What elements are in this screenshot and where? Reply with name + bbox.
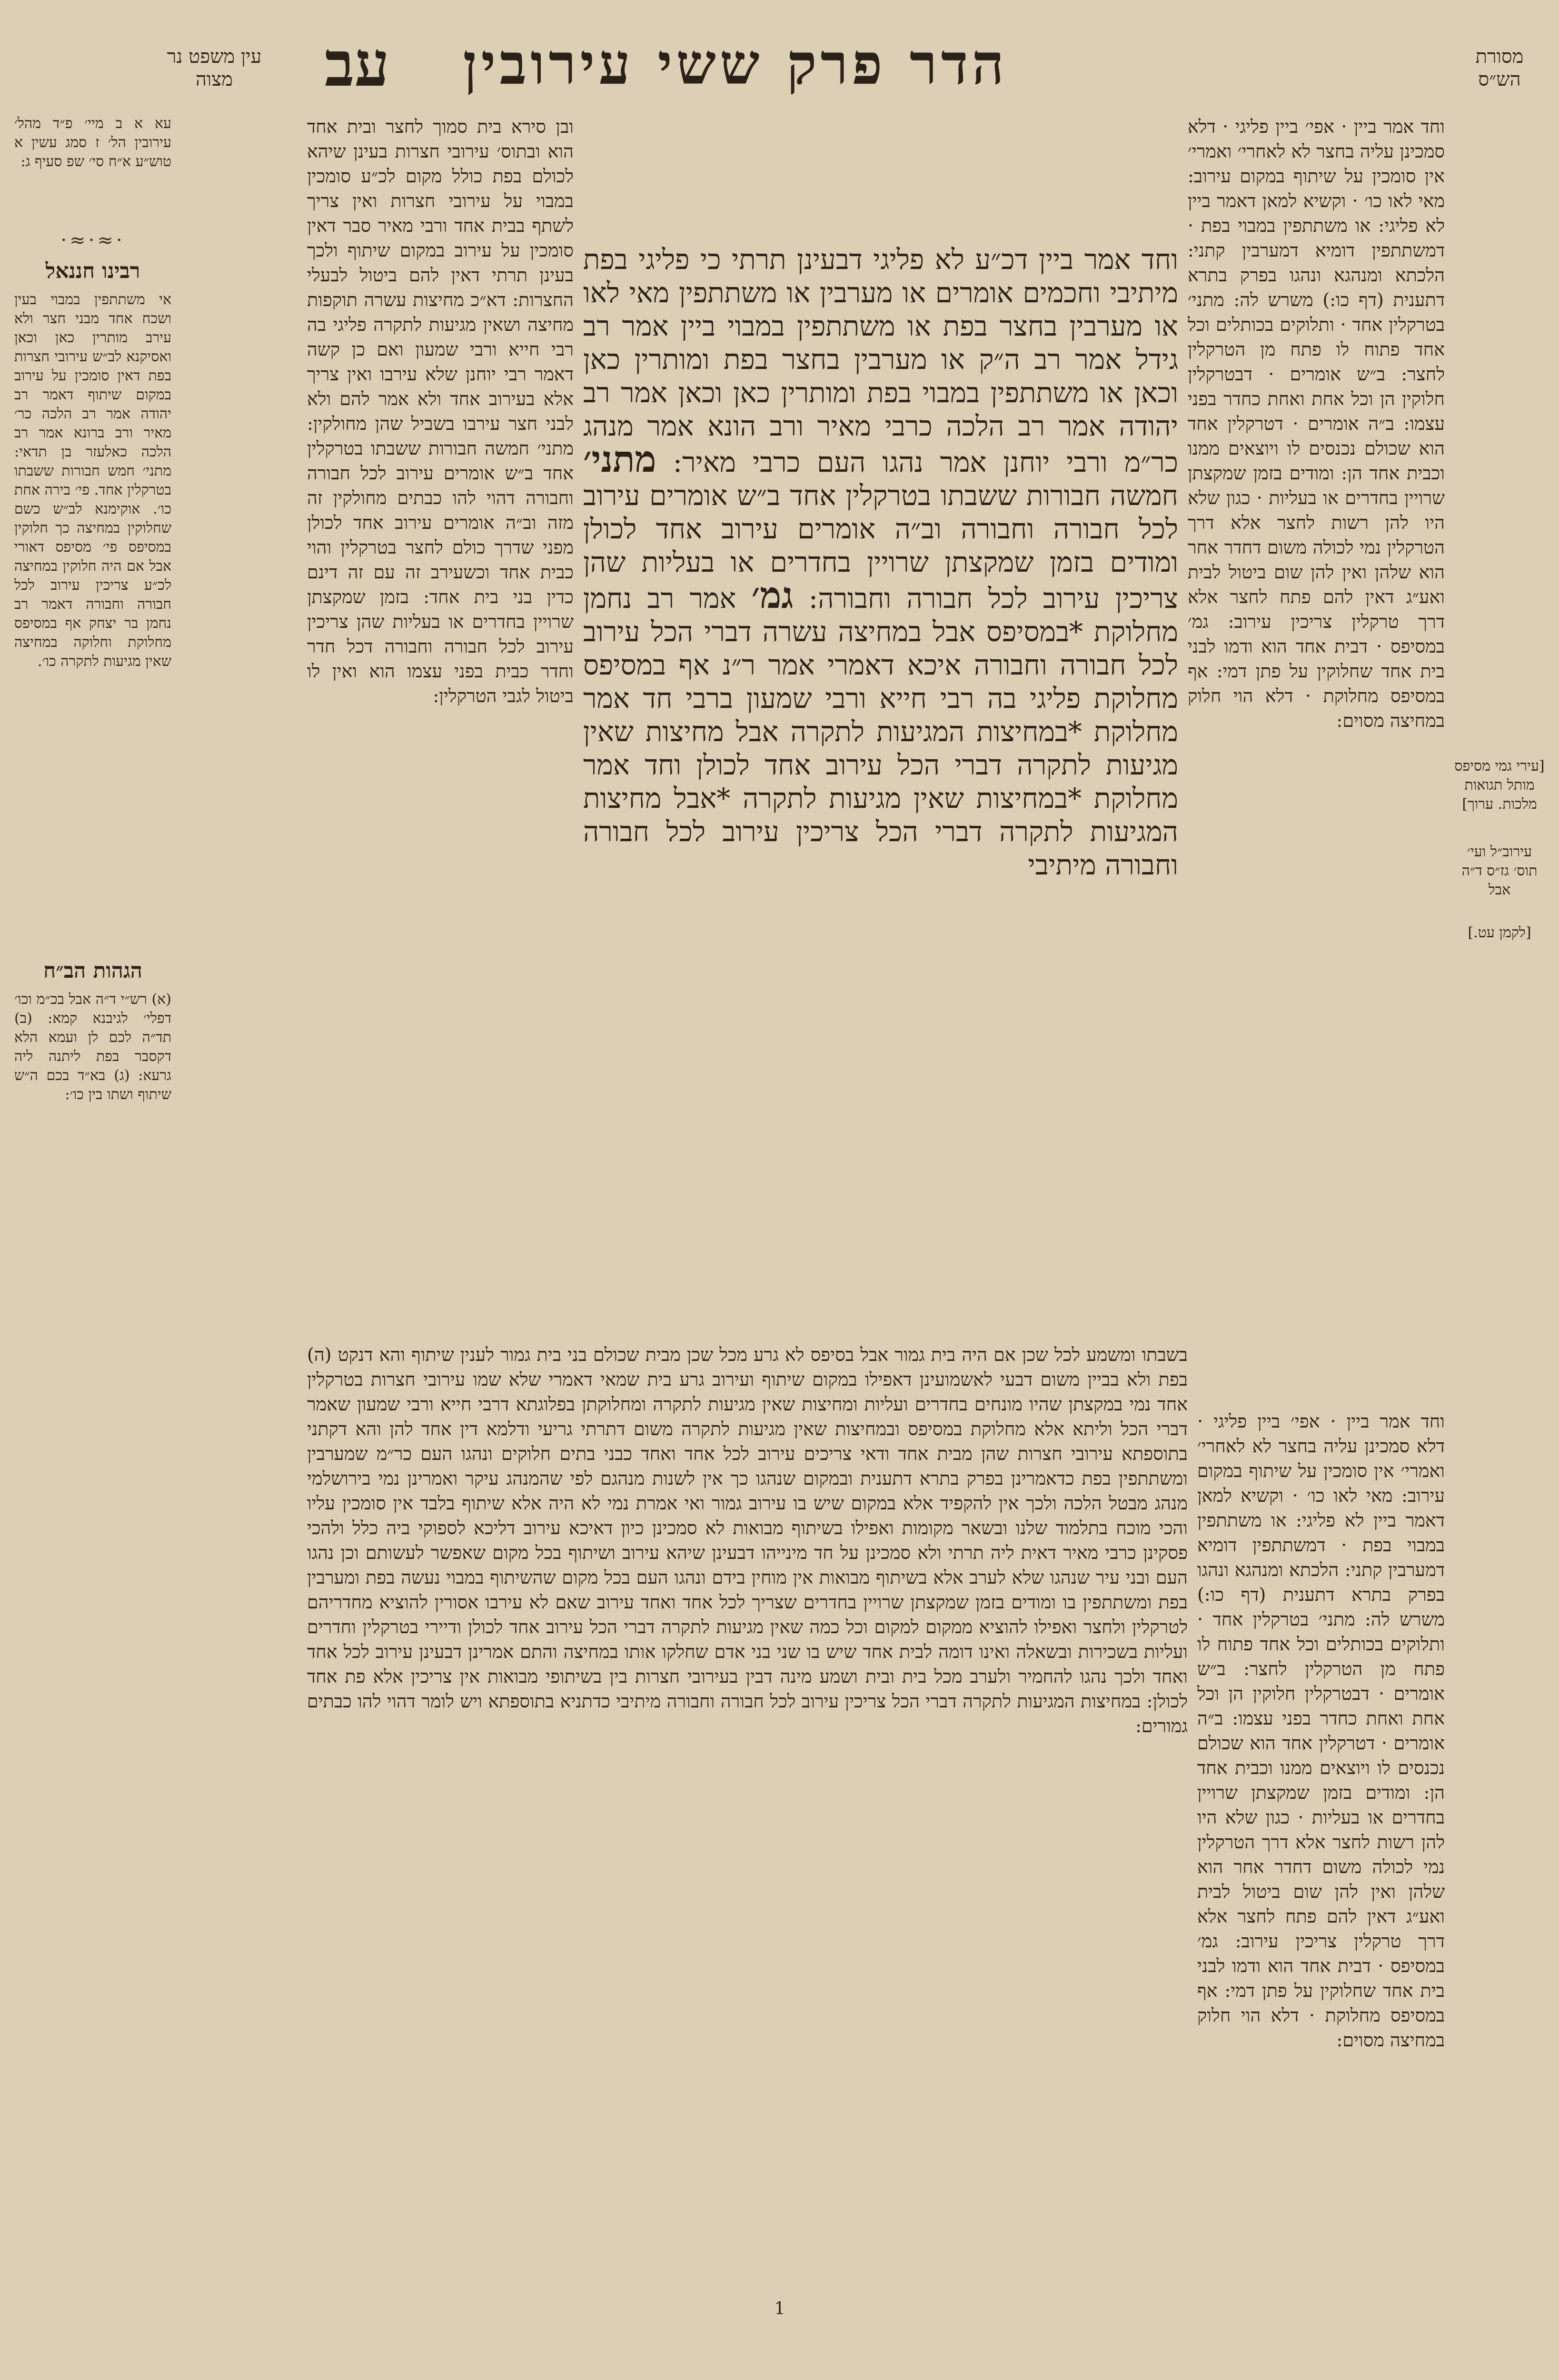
tosafot-column (307, 114, 574, 1352)
page-number: 1 (774, 2299, 785, 2319)
masoret-note-3: [לקמן עט.] (1468, 924, 1531, 941)
hagahot-habach-text: (א) רש״י ד״ה אבל בכ״מ וכו׳ דפלי׳ לגיבנא קמא: (ב) תד״ה לכם לן ועמא הלא דקסבר בפת ליתנה ליה גרעא: (ג) בא״ד בכם ה״ש שיתוף ושתו בין כו׳: (14, 991, 171, 1103)
rashi-column (1188, 114, 1445, 1399)
rashi-text: וחד אמר ביין · אפי׳ ביין פליגי · דלא סמכינן עליה בחצר לא לאחרי׳ ואמרי׳ אין סומכין על שיתוף במקום עירוב: מאי לאו כו׳ · וקשיא למאן דאמר ביין לא פליגי: או משתתפין במבוי בפת · דמשתתפין דומיא דמערבין קתני: הלכתא ומנהגא ונהגו בפרק בתרא דתענית (דף כו:) משרש לה: מתני׳ בטרקלין אחד · ותלוקים בכותלים וכל אחד פתוח לו פתח מן הטרקלין לחצר: ב״ש אומרים · דבטרקלין חלוקין הן וכל אחת ואחת כחדר בפני עצמו: ב״ה אומרים · דטרקלין אחד הוא שכולם נכנסים לו ויוצאים ממנו וכבית אחד הן: ומודים בזמן שמקצתן שרויין בחדרים או בעליות · כגון שלא היו להן רשות לחצר אלא דרך הטרקלין נמי לכולה משום דחדר אחר הוא שלהן ואין להן שום ביטול לבית ואע״ג דאין להם פתח לחצר אלא דרך טרקלין צריכין עירוב: גמ׳ במסיפס · דבית אחד הוא ודמו לבני בית אחד שחלוקין על פתן דמי: אף במסיפס מחלוקת · דלא הוי חלוק במחיצה מסוים: (1188, 116, 1445, 731)
masoret-hashas-heading: מסורת הש״ס (1475, 46, 1524, 90)
ein-mishpat-column (14, 114, 171, 209)
mishnah-text: חמשה חבורות ששבתו בטרקלין אחד ב״ש אומרים עירוב לכל חבורה וחבורה וב״ה אומרים עירוב אחד לכולן ומודים בזמן שמקצתן שרויין בחדרים או בעליות שהן צריכין עירוב לכל חבורה וחבורה: (583, 479, 1178, 615)
hagahot-habach-title: הגהות הב״ח (43, 959, 142, 983)
rashi-lower-text: וחד אמר ביין · אפי׳ ביין פליגי · דלא סמכינן עליה בחצר לא לאחרי׳ ואמרי׳ אין סומכין על שיתוף במקום עירוב: מאי לאו כו׳ · וקשיא למאן דאמר ביין לא פליגי: או משתתפין במבוי בפת · דמשתתפין דומיא דמערבין קתני: הלכתא ומנהגא ונהגו בפרק בתרא דתענית (דף כו:) משרש לה: מתני׳ בטרקלין אחד · ותלוקים בכותלים וכל אחד פתוח לו פתח מן הטרקלין לחצר: ב״ש אומרים · דבטרקלין חלוקין הן וכל אחת ואחת כחדר בפני עצמו: ב״ה אומרים · דטרקלין אחד הוא שכולם נכנסים לו ויוצאים ממנו וכבית אחד הן: ומודים בזמן שמקצתן שרויין בחדרים או בעליות · כגון שלא היו להן רשות לחצר אלא דרך הטרקלין נמי לכולה משום דחדר אחר הוא שלהן ואין להן שום ביטול לבית ואע״ג דאין להם פתח לחצר אלא דרך טרקלין צריכין עירוב: גמ׳ במסיפס · דבית אחד הוא ודמו לבני בית אחד שחלוקין על פתן דמי: אף במסיפס מחלוקת · דלא הוי חלוק במחיצה מסוים: (1197, 1411, 1445, 2051)
ein-mishpat-text: עא א ב מיי׳ פ״ד מהל׳ עירובין הל׳ ז סמג עשין א טוש״ע א״ח סי׳ שפ סעיף ג: (14, 115, 171, 170)
masoret-note-2: עירוב״ל ועי׳ תוס׳ גז״ס ד״ה אבל (1461, 843, 1538, 898)
mishnah-label: מתני׳ (583, 438, 656, 480)
ein-mishpat-heading: עין משפט נר מצוה (167, 46, 262, 90)
daf-number: עב (324, 28, 390, 100)
rabbeinu-chananel-text: אי משתתפין במבוי בעין ושכח אחד מבני חצר ולא עירב מותרין כאן וכאן ואסיקנא לב״ש עירובי חצרות בפת דאין סומכין על עירוב במקום שיתוף דאמר רב יהודה אמר רב הלכה כר׳ מאיר ורב ברונא אמר רב הלכה כאלעזר בן תדאי: מתני׳ חמש חבורות ששבתו בטרקלין אחד. פי׳ בירה אחת כו׳. אוקימנא לב״ש כשם שחלוקין במחיצה כך חלוקין במסיפס פי׳ מסיפס דאורי אבל אם היה חלוקין במחיצה לכ״ע צריכין עירוב לכל חבורה וחבורה דאמר רב נחמן בר יצחק אף במסיפס מחלוקת וחלוקה במחיצה שאין מגיעות לתקרה כו׳. (14, 291, 171, 670)
lower-commentary (307, 1342, 1188, 2228)
hagahot-habach-column (14, 952, 171, 1238)
rabbeinu-chananel-title: רבינו חננאל (45, 259, 140, 283)
divider-ornament: ·≈·≈· (60, 229, 125, 251)
gemara-text-2: אמר רב נחמן מחלוקת *במסיפס אבל במחיצה עשרה דברי הכל עירוב לכל חבורה וחבורה איכא דאמרי אמר ר״נ אף במסיפס מחלוקת פליגי בה רבי חייא ורבי שמעון ברבי חד אמר מחלוקת *במחיצות המגיעות לתקרה אבל מחיצות שאין מגיעות לתקרה דברי הכל עירוב אחד לכולן וחד אמר מחלוקת *במחיצות שאין מגיעות לתקרה *אבל מחיצות המגיעות לתקרה דברי הכל צריכין עירוב לכל חבורה וחבורה מיתיבי (583, 582, 1178, 881)
gemara-block (583, 243, 1178, 1328)
gemara-label: גמ׳ (751, 574, 794, 616)
tosafot-text: ובן סירא בית סמוך לחצר ובית אחד הוא ובתוס׳ עירובי חצרות בעינן שיהא לכולם בפת כולל מקום לכ״ע סומכין במבוי על עירובי חצרות ואין צריך לשתף בבית אחד ורבי מאיר סבר דאין סומכין על עירוב במקום שיתוף ולכך בעינן תרתי דאין להם ביטול לבעלי החצרות: דא״כ מחיצות עשרה תוקפות מחיצה ושאין מגיעות לתקרה פליגי בה רבי חייא ורבי שמעון ואם כן קשה דאמר רבי יוחנן שלא עירבו ואין צריך אלא בעירוב אחד ולא אמר להם ולא לבני חצר עירבו בשביל שהן מחולקין: מתני׳ חמשה חבורות ששבתו בטרקלין אחד ב״ש אומרים עירוב לכל חבורה וחבורה דהוי להו כבתים מחולקין זה מזה וב״ה אומרים עירוב אחד לכולן מפני שדרך כולם לחצר בטרקלין והוי כבית אחד וכשעירב זה עם זה דינם כדין בני בית אחד: בזמן שמקצתן שרויין בחדרים או בעליות שהן צריכין עירוב לכל חבורה וחבורה דכל חדר וחדר כבית בפני עצמו הוא ואין לו ביטול לגבי הטרקלין: (307, 116, 574, 706)
rabbeinu-chananel-column (14, 228, 171, 942)
masoret-note-1: [עירי גמי מסיפס מותל תגואות מלכות. ערוך] (1454, 758, 1545, 813)
page-title: הדר פרק ששי עירובין (463, 31, 1008, 97)
lower-commentary-text: בשבתו ומשמע לכל שכן אם היה בית גמור אבל בסיפס לא גרע מכל שכן מבית שכולם בני בית גמור לענין שיתוף והא דנקט (ה) בפת ולא בביין משום דבעי לאשמועינן דאפילו במקום שיתוף ועירוב גרע בית שמאי דאמרי שלא שמו עירובי חצרות בטרקלין אחד נמי במקצתן שהיו מונחים בחדרים ועליות ומחיצות שאין מגיעות לתקרה ומחלוקתן בפלוגתא דרבי חייא ורבי שמעון שאמר דברי הכל וליתא אלא מחלוקת במסיפס ובמחיצות שאין מגיעות לתקרה משום דתרתי גריעי ודלמא דין אחד להן והא דקתני בתוספתא עירובי חצרות שהן מבית אחד ודאי צריכים עירוב לכל אחד ואחד כבני בתים חלוקים ונהגו העם כר״מ שמערבין ומשתתפין בפת כדאמרינן בפרק בתרא דתענית ובמקום שנהגו כך אין לשנות מנהגם לפי שהמנהג עיקר ואמרינן נמי בירושלמי מנהג מבטל הלכה ולכך אין להקפיד אלא במקום שיש בו עירוב גמור ואי אמרת נמי לא היה אלא שיתוף בלבד אין סומכין עליו והכי מוכח בתלמוד שלנו ובשאר מקומות ואפילו בשיתוף מבואות לא סמכינן כיון דאיכא עירוב דליכא לספוקי ביה כלל ולהכי פסקינן כרבי מאיר דאית ליה תרתי ולא סמכינן על חד מינייהו דבעינן שיהא עירוב ושיתוף בכל מקום שאפשר לעשותם וכן נהגו העם ובני עיר שנהגו שלא לערב אלא בשיתוף מבואות אין מוחין בידם ונהגו העם בכל מקום שהשיתוף במבוי נעשה בפת ומערבין בפת ומשתתפין בו ומודים בזמן שמקצתן שרויין בחדרים שצריך לכל אחד ואחד עירוב שאם לא עירבו אסורין להוציא מחדריהם לטרקלין ולחצר ואפילו להוציא ממקום למקום וכל כמה שאין מגיעות לתקרה דברי הכל עירוב אחד לכולן ודיירי בטרקלין וחדרים ועליות בשכירות ובשאלה ואינו דומה לבית אחד שיש בו שני בני אדם שחלקו אותו במחיצה והתם אמרינן דבעינן עירוב לכל אחד ואחד ולכך נהגו להחמיר ולערב מכל בית ובית ושמע מינה דבין בעירובי חצרות בין בשיתופי מבואות אין צריכין אלא פת אחד לכולן: במחיצות המגיעות לתקרה דברי הכל צריכין עירוב לכל חבורה וחבורה מיתיבי כדתניא בתוספתא ויש לומר דהוי להו כבתים גמורים: (307, 1344, 1188, 1736)
rashi-lower-block (1197, 1409, 1445, 2228)
gemara-text: וחד אמר ביין דכ״ע לא פליגי דבעינן תרתי כי פליגי בפת מיתיבי וחכמים אומרים או מערבין או משתתפין מאי לאו או מערבין בחצר בפת או משתתפין במבוי ביין אמר רב גידל אמר רב ה״ק או מערבין בחצר בפת ומותרין כאן וכאן או משתתפין במבוי בפת ומותרין כאן וכאן אמר רב יהודה אמר רב הלכה כרבי מאיר ורב הונא אמר מנהג כר״מ ורבי יוחנן אמר נהגו העם כרבי מאיר: (583, 243, 1178, 478)
